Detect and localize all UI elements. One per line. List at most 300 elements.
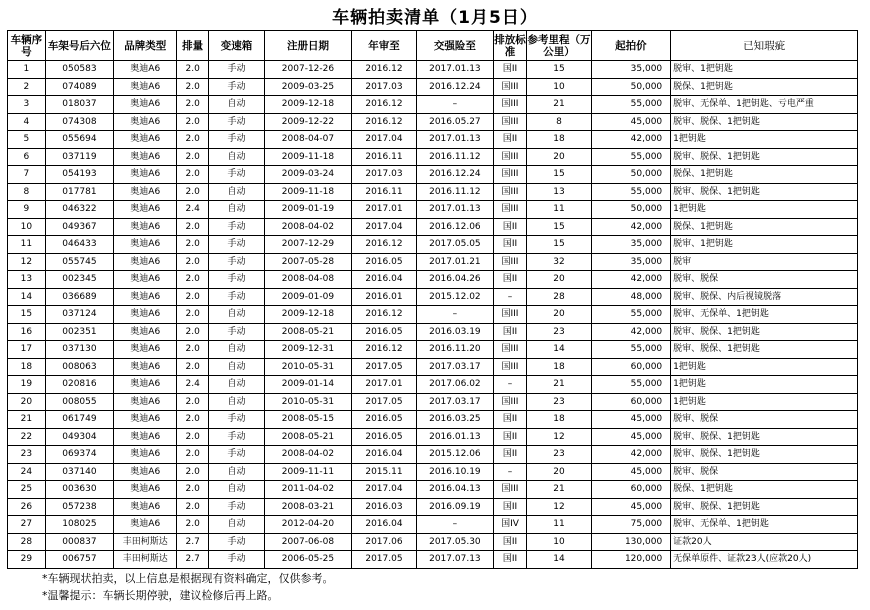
cell-start-price: 42,000 — [591, 218, 671, 236]
cell-brand: 奥迪A6 — [114, 288, 177, 306]
cell-emission: – — [493, 288, 527, 306]
cell-insurance: 2017.01.13 — [417, 61, 494, 79]
cell-insurance: 2016.03.25 — [417, 411, 494, 429]
table-row — [8, 411, 858, 429]
cell-vin: 037140 — [45, 463, 113, 481]
cell-start-price: 55,000 — [591, 96, 671, 114]
cell-inspection: 2016.11 — [351, 148, 416, 166]
cell-inspection: 2017.06 — [351, 533, 416, 551]
cell-emission: 国II — [493, 61, 527, 79]
cell-vin: 003630 — [45, 481, 113, 499]
cell-insurance: 2017.03.17 — [417, 393, 494, 411]
cell-seq: 10 — [8, 218, 46, 236]
table-row — [8, 166, 858, 184]
cell-defects: 脱审、脱保、1把钥匙 — [671, 341, 858, 359]
cell-vin: 055694 — [45, 131, 113, 149]
cell-inspection: 2016.12 — [351, 236, 416, 254]
cell-reg-date: 2008-05-21 — [265, 428, 352, 446]
cell-reg-date: 2010-05-31 — [265, 393, 352, 411]
col-header-seq: 车辆序号 — [8, 31, 46, 61]
cell-brand: 奥迪A6 — [114, 113, 177, 131]
cell-vin: 057238 — [45, 498, 113, 516]
cell-defects: 脱审、脱保 — [671, 411, 858, 429]
cell-defects: 1把钥匙 — [671, 393, 858, 411]
cell-mileage: 15 — [527, 61, 591, 79]
cell-displacement: 2.0 — [177, 131, 209, 149]
cell-reg-date: 2009-12-22 — [265, 113, 352, 131]
cell-emission: 国II — [493, 551, 527, 569]
cell-insurance: 2016.10.19 — [417, 463, 494, 481]
cell-gearbox: 自动 — [208, 358, 264, 376]
table-row — [8, 306, 858, 324]
tip-note: *温馨提示：车辆长期停驶，建议检修后再上路。 — [42, 589, 279, 602]
table-row — [8, 358, 858, 376]
cell-reg-date: 2008-05-21 — [265, 323, 352, 341]
cell-emission: 国III — [493, 201, 527, 219]
cell-mileage: 23 — [527, 393, 591, 411]
cell-displacement: 2.0 — [177, 481, 209, 499]
table-row — [8, 288, 858, 306]
cell-start-price: 60,000 — [591, 393, 671, 411]
cell-displacement: 2.0 — [177, 358, 209, 376]
cell-vin: 074089 — [45, 78, 113, 96]
cell-seq: 11 — [8, 236, 46, 254]
auction-table — [7, 30, 858, 569]
cell-brand: 奥迪A6 — [114, 411, 177, 429]
cell-reg-date: 2007-12-26 — [265, 61, 352, 79]
cell-emission: 国III — [493, 183, 527, 201]
cell-defects: 脱审、脱保、1把钥匙 — [671, 428, 858, 446]
cell-gearbox: 自动 — [208, 183, 264, 201]
cell-mileage: 21 — [527, 96, 591, 114]
cell-brand: 奥迪A6 — [114, 253, 177, 271]
cell-start-price: 55,000 — [591, 183, 671, 201]
cell-insurance: 2016.12.24 — [417, 166, 494, 184]
cell-defects: 脱审、无保单、1把钥匙 — [671, 516, 858, 534]
cell-defects: 脱审、无保单、1把钥匙、亏电严重 — [671, 96, 858, 114]
cell-defects: 脱保、1把钥匙 — [671, 218, 858, 236]
cell-inspection: 2017.05 — [351, 358, 416, 376]
cell-vin: 049304 — [45, 428, 113, 446]
cell-brand: 奥迪A6 — [114, 271, 177, 289]
cell-start-price: 55,000 — [591, 306, 671, 324]
cell-vin: 050583 — [45, 61, 113, 79]
cell-seq: 15 — [8, 306, 46, 324]
cell-brand: 奥迪A6 — [114, 131, 177, 149]
cell-mileage: 10 — [527, 78, 591, 96]
cell-vin: 036689 — [45, 288, 113, 306]
cell-insurance: 2016.11.20 — [417, 341, 494, 359]
cell-seq: 4 — [8, 113, 46, 131]
cell-mileage: 21 — [527, 481, 591, 499]
cell-seq: 5 — [8, 131, 46, 149]
cell-insurance: 2016.05.27 — [417, 113, 494, 131]
cell-reg-date: 2009-01-19 — [265, 201, 352, 219]
cell-emission: 国III — [493, 166, 527, 184]
cell-emission: 国II — [493, 131, 527, 149]
cell-insurance: 2016.01.13 — [417, 428, 494, 446]
cell-defects: 脱审、1把钥匙 — [671, 61, 858, 79]
cell-reg-date: 2012-04-20 — [265, 516, 352, 534]
cell-inspection: 2016.05 — [351, 323, 416, 341]
cell-reg-date: 2008-04-08 — [265, 271, 352, 289]
cell-start-price: 55,000 — [591, 341, 671, 359]
cell-brand: 奥迪A6 — [114, 236, 177, 254]
cell-reg-date: 2009-12-31 — [265, 341, 352, 359]
cell-displacement: 2.0 — [177, 253, 209, 271]
cell-brand: 丰田柯斯达 — [114, 533, 177, 551]
cell-seq: 28 — [8, 533, 46, 551]
cell-insurance: 2017.07.13 — [417, 551, 494, 569]
cell-displacement: 2.0 — [177, 113, 209, 131]
cell-displacement: 2.0 — [177, 516, 209, 534]
cell-gearbox: 手动 — [208, 78, 264, 96]
cell-seq: 14 — [8, 288, 46, 306]
table-row — [8, 113, 858, 131]
cell-emission: 国II — [493, 411, 527, 429]
cell-inspection: 2016.05 — [351, 428, 416, 446]
cell-seq: 21 — [8, 411, 46, 429]
cell-emission: 国III — [493, 358, 527, 376]
cell-inspection: 2017.03 — [351, 78, 416, 96]
cell-brand: 奥迪A6 — [114, 61, 177, 79]
cell-insurance: – — [417, 516, 494, 534]
cell-insurance: 2016.12.24 — [417, 78, 494, 96]
cell-vin: 037124 — [45, 306, 113, 324]
cell-seq: 2 — [8, 78, 46, 96]
cell-gearbox: 手动 — [208, 411, 264, 429]
cell-gearbox: 自动 — [208, 376, 264, 394]
cell-mileage: 15 — [527, 218, 591, 236]
cell-start-price: 45,000 — [591, 113, 671, 131]
table-row — [8, 183, 858, 201]
cell-emission: – — [493, 463, 527, 481]
cell-inspection: 2017.01 — [351, 376, 416, 394]
cell-inspection: 2016.03 — [351, 498, 416, 516]
cell-reg-date: 2009-11-18 — [265, 148, 352, 166]
table-row — [8, 463, 858, 481]
cell-brand: 奥迪A6 — [114, 376, 177, 394]
cell-brand: 奥迪A6 — [114, 516, 177, 534]
cell-inspection: 2017.05 — [351, 393, 416, 411]
cell-defects: 脱审、脱保、1把钥匙 — [671, 113, 858, 131]
cell-displacement: 2.0 — [177, 498, 209, 516]
cell-mileage: 18 — [527, 358, 591, 376]
cell-seq: 8 — [8, 183, 46, 201]
cell-vin: 002345 — [45, 271, 113, 289]
cell-seq: 26 — [8, 498, 46, 516]
cell-start-price: 55,000 — [591, 148, 671, 166]
cell-mileage: 18 — [527, 411, 591, 429]
cell-mileage: 28 — [527, 288, 591, 306]
cell-gearbox: 自动 — [208, 306, 264, 324]
cell-mileage: 14 — [527, 551, 591, 569]
cell-start-price: 45,000 — [591, 463, 671, 481]
cell-start-price: 50,000 — [591, 201, 671, 219]
table-row — [8, 376, 858, 394]
cell-gearbox: 自动 — [208, 463, 264, 481]
cell-defects: 1把钥匙 — [671, 201, 858, 219]
page-title: 车辆拍卖清单（1月5日） — [332, 8, 538, 28]
cell-seq: 7 — [8, 166, 46, 184]
cell-insurance: 2016.04.13 — [417, 481, 494, 499]
cell-defects: 脱保、1把钥匙 — [671, 481, 858, 499]
cell-displacement: 2.0 — [177, 96, 209, 114]
cell-vin: 037119 — [45, 148, 113, 166]
cell-start-price: 60,000 — [591, 481, 671, 499]
cell-insurance: 2016.11.12 — [417, 148, 494, 166]
cell-inspection: 2016.11 — [351, 183, 416, 201]
cell-seq: 18 — [8, 358, 46, 376]
cell-start-price: 45,000 — [591, 428, 671, 446]
cell-mileage: 10 — [527, 533, 591, 551]
cell-reg-date: 2008-04-02 — [265, 446, 352, 464]
cell-brand: 丰田柯斯达 — [114, 551, 177, 569]
cell-brand: 奥迪A6 — [114, 428, 177, 446]
cell-defects: 脱审、1把钥匙 — [671, 236, 858, 254]
cell-reg-date: 2011-04-02 — [265, 481, 352, 499]
cell-insurance: 2015.12.06 — [417, 446, 494, 464]
col-header-inspection: 年审至 — [351, 31, 416, 61]
cell-gearbox: 手动 — [208, 323, 264, 341]
cell-reg-date: 2009-03-25 — [265, 78, 352, 96]
cell-mileage: 20 — [527, 463, 591, 481]
cell-reg-date: 2009-03-24 — [265, 166, 352, 184]
cell-displacement: 2.0 — [177, 61, 209, 79]
cell-gearbox: 手动 — [208, 253, 264, 271]
cell-gearbox: 手动 — [208, 218, 264, 236]
cell-reg-date: 2007-06-08 — [265, 533, 352, 551]
cell-seq: 24 — [8, 463, 46, 481]
cell-reg-date: 2009-01-09 — [265, 288, 352, 306]
cell-mileage: 20 — [527, 148, 591, 166]
cell-insurance: 2016.11.12 — [417, 183, 494, 201]
cell-emission: 国IV — [493, 516, 527, 534]
cell-brand: 奥迪A6 — [114, 78, 177, 96]
cell-vin: 055745 — [45, 253, 113, 271]
cell-inspection: 2017.03 — [351, 166, 416, 184]
cell-brand: 奥迪A6 — [114, 393, 177, 411]
cell-emission: 国III — [493, 113, 527, 131]
cell-seq: 16 — [8, 323, 46, 341]
cell-insurance: 2015.12.02 — [417, 288, 494, 306]
col-header-start-price: 起拍价 — [591, 31, 671, 61]
cell-gearbox: 自动 — [208, 393, 264, 411]
table-row — [8, 323, 858, 341]
cell-emission: 国III — [493, 481, 527, 499]
table-row — [8, 253, 858, 271]
cell-inspection: 2016.12 — [351, 306, 416, 324]
cell-gearbox: 手动 — [208, 551, 264, 569]
cell-brand: 奥迪A6 — [114, 498, 177, 516]
cell-mileage: 13 — [527, 183, 591, 201]
cell-inspection: 2017.05 — [351, 551, 416, 569]
cell-inspection: 2016.04 — [351, 271, 416, 289]
col-header-reg-date: 注册日期 — [265, 31, 352, 61]
cell-mileage: 15 — [527, 166, 591, 184]
cell-insurance: 2017.01.13 — [417, 131, 494, 149]
cell-mileage: 14 — [527, 341, 591, 359]
cell-vin: 054193 — [45, 166, 113, 184]
cell-brand: 奥迪A6 — [114, 166, 177, 184]
cell-emission: 国II — [493, 446, 527, 464]
cell-brand: 奥迪A6 — [114, 446, 177, 464]
cell-vin: 074308 — [45, 113, 113, 131]
cell-displacement: 2.0 — [177, 341, 209, 359]
cell-emission: 国II — [493, 323, 527, 341]
cell-start-price: 55,000 — [591, 376, 671, 394]
cell-seq: 3 — [8, 96, 46, 114]
cell-seq: 19 — [8, 376, 46, 394]
cell-brand: 奥迪A6 — [114, 463, 177, 481]
cell-seq: 20 — [8, 393, 46, 411]
cell-insurance: – — [417, 306, 494, 324]
cell-start-price: 60,000 — [591, 358, 671, 376]
col-header-brand: 品牌类型 — [114, 31, 177, 61]
cell-displacement: 2.0 — [177, 323, 209, 341]
cell-emission: 国II — [493, 428, 527, 446]
cell-seq: 25 — [8, 481, 46, 499]
cell-emission: 国II — [493, 218, 527, 236]
cell-vin: 008063 — [45, 358, 113, 376]
table-row — [8, 201, 858, 219]
cell-displacement: 2.0 — [177, 183, 209, 201]
cell-reg-date: 2010-05-31 — [265, 358, 352, 376]
cell-seq: 29 — [8, 551, 46, 569]
cell-emission: 国II — [493, 498, 527, 516]
table-row — [8, 498, 858, 516]
cell-mileage: 23 — [527, 446, 591, 464]
cell-gearbox: 自动 — [208, 96, 264, 114]
col-header-insurance: 交强险至 — [417, 31, 494, 61]
cell-brand: 奥迪A6 — [114, 148, 177, 166]
cell-inspection: 2017.04 — [351, 131, 416, 149]
cell-emission: 国III — [493, 148, 527, 166]
cell-mileage: 11 — [527, 201, 591, 219]
cell-reg-date: 2006-05-25 — [265, 551, 352, 569]
cell-inspection: 2015.11 — [351, 463, 416, 481]
cell-displacement: 2.4 — [177, 376, 209, 394]
cell-displacement: 2.0 — [177, 463, 209, 481]
cell-start-price: 130,000 — [591, 533, 671, 551]
cell-defects: 脱审、无保单、1把钥匙 — [671, 306, 858, 324]
cell-start-price: 120,000 — [591, 551, 671, 569]
cell-brand: 奥迪A6 — [114, 323, 177, 341]
col-header-vin: 车架号后六位 — [45, 31, 113, 61]
cell-reg-date: 2009-11-18 — [265, 183, 352, 201]
cell-mileage: 8 — [527, 113, 591, 131]
cell-mileage: 23 — [527, 323, 591, 341]
cell-inspection: 2016.05 — [351, 253, 416, 271]
cell-displacement: 2.0 — [177, 218, 209, 236]
cell-vin: 046433 — [45, 236, 113, 254]
disclaimer-note: *车辆现状拍卖，以上信息是根据现有资料确定，仅供参考。 — [42, 572, 334, 585]
cell-start-price: 42,000 — [591, 131, 671, 149]
cell-reg-date: 2008-03-21 — [265, 498, 352, 516]
cell-inspection: 2016.04 — [351, 446, 416, 464]
table-row — [8, 148, 858, 166]
col-header-defects: 已知瑕疵 — [671, 31, 858, 61]
cell-seq: 9 — [8, 201, 46, 219]
cell-brand: 奥迪A6 — [114, 358, 177, 376]
cell-gearbox: 自动 — [208, 341, 264, 359]
table-row — [8, 481, 858, 499]
cell-vin: 020816 — [45, 376, 113, 394]
cell-gearbox: 自动 — [208, 481, 264, 499]
col-header-displacement: 排量 — [177, 31, 209, 61]
cell-insurance: 2016.09.19 — [417, 498, 494, 516]
cell-reg-date: 2009-12-18 — [265, 306, 352, 324]
cell-displacement: 2.0 — [177, 428, 209, 446]
cell-inspection: 2016.05 — [351, 411, 416, 429]
cell-seq: 1 — [8, 61, 46, 79]
cell-gearbox: 手动 — [208, 236, 264, 254]
table-row — [8, 516, 858, 534]
table-body — [8, 61, 858, 569]
cell-inspection: 2017.01 — [351, 201, 416, 219]
cell-displacement: 2.0 — [177, 78, 209, 96]
cell-gearbox: 手动 — [208, 113, 264, 131]
cell-displacement: 2.0 — [177, 166, 209, 184]
cell-start-price: 48,000 — [591, 288, 671, 306]
cell-brand: 奥迪A6 — [114, 218, 177, 236]
table-row — [8, 236, 858, 254]
col-header-emission: 排放标准 — [493, 31, 527, 61]
table-row — [8, 271, 858, 289]
cell-brand: 奥迪A6 — [114, 96, 177, 114]
cell-start-price: 35,000 — [591, 236, 671, 254]
cell-emission: 国III — [493, 78, 527, 96]
cell-insurance: 2016.12.06 — [417, 218, 494, 236]
cell-gearbox: 手动 — [208, 61, 264, 79]
cell-defects: 1把钥匙 — [671, 358, 858, 376]
table-row — [8, 393, 858, 411]
cell-seq: 6 — [8, 148, 46, 166]
cell-seq: 17 — [8, 341, 46, 359]
cell-gearbox: 自动 — [208, 516, 264, 534]
cell-defects: 脱审、脱保、1把钥匙 — [671, 183, 858, 201]
cell-seq: 27 — [8, 516, 46, 534]
cell-insurance: 2017.01.13 — [417, 201, 494, 219]
cell-vin: 037130 — [45, 341, 113, 359]
table-row — [8, 428, 858, 446]
cell-seq: 22 — [8, 428, 46, 446]
cell-insurance: 2017.06.02 — [417, 376, 494, 394]
cell-brand: 奥迪A6 — [114, 341, 177, 359]
cell-insurance: 2017.01.21 — [417, 253, 494, 271]
cell-reg-date: 2009-01-14 — [265, 376, 352, 394]
cell-mileage: 12 — [527, 428, 591, 446]
cell-emission: 国III — [493, 253, 527, 271]
cell-reg-date: 2007-05-28 — [265, 253, 352, 271]
cell-mileage: 32 — [527, 253, 591, 271]
cell-gearbox: 自动 — [208, 201, 264, 219]
cell-mileage: 12 — [527, 498, 591, 516]
cell-displacement: 2.7 — [177, 533, 209, 551]
cell-gearbox: 手动 — [208, 533, 264, 551]
cell-reg-date: 2007-12-29 — [265, 236, 352, 254]
cell-mileage: 21 — [527, 376, 591, 394]
cell-brand: 奥迪A6 — [114, 481, 177, 499]
cell-start-price: 35,000 — [591, 61, 671, 79]
cell-inspection: 2016.01 — [351, 288, 416, 306]
cell-defects: 脱保、1把钥匙 — [671, 78, 858, 96]
cell-mileage: 11 — [527, 516, 591, 534]
table-row — [8, 341, 858, 359]
cell-mileage: 20 — [527, 271, 591, 289]
col-header-gearbox: 变速箱 — [208, 31, 264, 61]
col-header-mileage: 参考里程（万公里） — [527, 31, 591, 61]
